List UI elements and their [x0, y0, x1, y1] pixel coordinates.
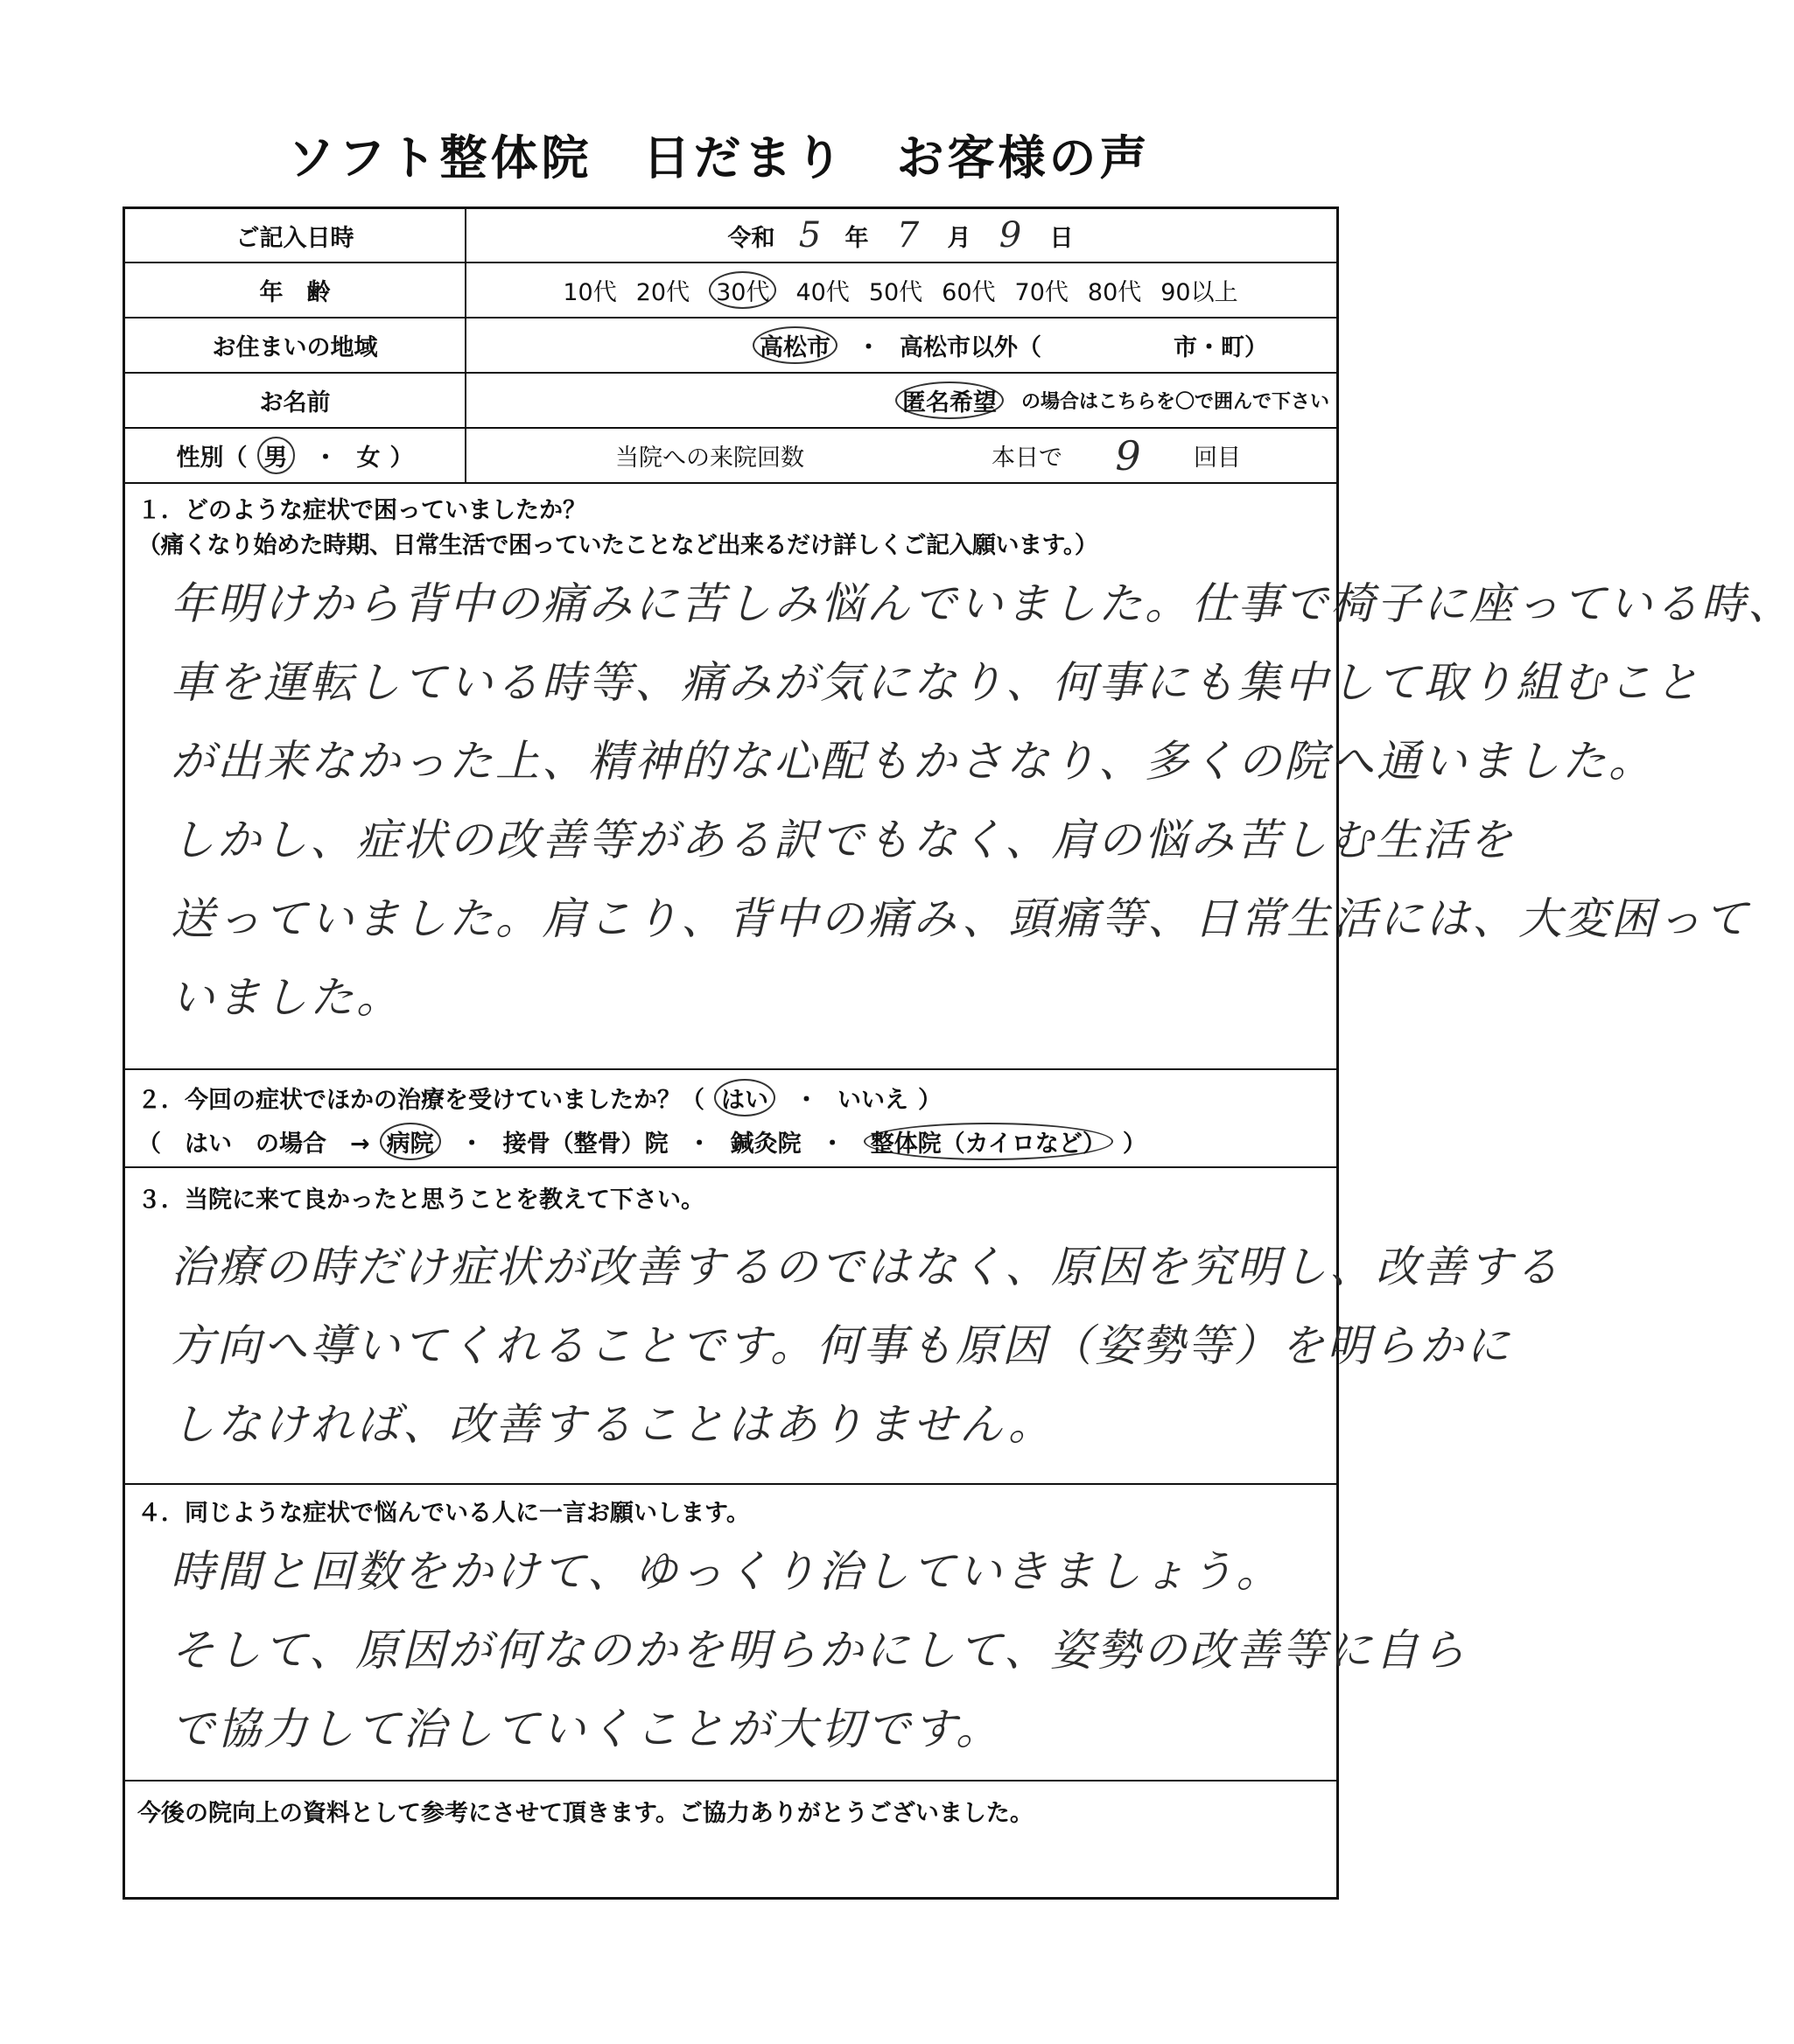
month-label: 月: [947, 224, 971, 252]
q4-answer-line: 時間と回数をかけて、ゆっくり治していきましょう。: [171, 1546, 1283, 1597]
visits-field: [992, 429, 1336, 482]
date-value[interactable]: [465, 209, 1336, 262]
age-option-5[interactable]: 60代: [942, 279, 996, 306]
q4-answer-line: そして、原因が何なのかを明らかにして、姿勢の改善等に自ら: [171, 1625, 1468, 1676]
area-separator: ・: [857, 334, 880, 361]
age-option-8[interactable]: 90以上: [1160, 279, 1238, 306]
anonymous-note: の場合はこちらを〇で囲んで下さい: [1020, 391, 1329, 413]
q3-answer-line: 方向へ導いてくれることです。何事も原因（姿勢等）を明らかに: [171, 1320, 1512, 1371]
day-label: 日: [1049, 224, 1074, 252]
date-row: [125, 209, 1336, 263]
area-label: お住まいの地域: [212, 334, 378, 361]
q1-answer-line: しかし、症状の改善等がある訳でもなく、肩の悩み苦しむ生活を: [171, 815, 1515, 865]
q3-title: ３．当院に来て良かったと思うことを教えて下さい。: [137, 1186, 704, 1214]
q2-no[interactable]: いいえ: [837, 1087, 908, 1114]
footer-row: [125, 1782, 1336, 1900]
area-option-outside[interactable]: 高松市以外（: [900, 334, 1041, 361]
q2-option-2[interactable]: 鍼灸院: [730, 1130, 802, 1158]
q2-option-0[interactable]: 病院: [380, 1123, 441, 1160]
survey-form: [123, 206, 1794, 1900]
q4-title: ４．同じような症状で悩んでいる人に一言お願いします。: [137, 1500, 750, 1527]
gender-row: [125, 429, 1336, 484]
question-4: [125, 1485, 1468, 1782]
q2-title: ２．今回の症状でほかの治療を受けていましたか？（: [137, 1087, 704, 1114]
q2-option-1[interactable]: 接骨（整骨）院: [502, 1130, 669, 1158]
question-2: [125, 1070, 1336, 1168]
age-label: 年 齢: [259, 279, 331, 306]
q2-option-separator: ・: [820, 1130, 844, 1158]
q4-answer-line: で協力して治していくことが大切です。: [171, 1704, 1002, 1754]
age-row: [125, 263, 1336, 318]
q2-dot: ・: [795, 1087, 818, 1114]
q3-answer-line: しなければ、改善することはありません。: [171, 1399, 1055, 1450]
q1-answer-line: 車を運転している時等、痛みが気になり、何事にも集中して取り組むこと: [171, 657, 1701, 708]
age-options: [465, 263, 1336, 317]
visits-unit: 回目: [1194, 444, 1241, 472]
area-options: [465, 318, 1336, 372]
q1-answer-line: が出来なかった上、精神的な心配もかさなり、多くの院へ通いました。: [171, 736, 1655, 787]
month-value: 7: [896, 215, 920, 256]
q2-line2-prefix: （ はい の場合 →: [137, 1130, 370, 1158]
anonymous-option[interactable]: 匿名希望: [895, 382, 1004, 419]
question-3: [125, 1168, 1561, 1485]
gender-male[interactable]: 男: [257, 437, 295, 474]
gender-female[interactable]: 女: [356, 444, 381, 472]
date-label: ご記入日時: [235, 224, 354, 252]
page-title: ソフト整体院 日だまり お客様の声: [287, 130, 1151, 186]
q2-yes[interactable]: はい: [714, 1079, 775, 1116]
visits-value: 9: [1115, 431, 1141, 480]
gender-close: ）: [389, 444, 414, 472]
age-option-0[interactable]: 10代: [563, 279, 617, 306]
age-option-2[interactable]: 30代: [709, 271, 776, 309]
name-label: お名前: [259, 389, 331, 416]
q2-close: ）: [918, 1087, 942, 1114]
q2-line2-suffix: ）: [1122, 1130, 1146, 1158]
area-suffix: 市・町）: [1174, 334, 1268, 361]
q2-line2: [137, 1123, 1146, 1160]
age-option-1[interactable]: 20代: [635, 279, 690, 306]
today-label: 本日で: [992, 444, 1062, 472]
gender-label: 性別（: [176, 444, 248, 472]
question-1: [125, 484, 1794, 1070]
q1-answer[interactable]: [171, 564, 1794, 1037]
q1-answer-line: いました。: [171, 972, 403, 1023]
q4-answer[interactable]: [171, 1532, 1468, 1768]
visits-label: 当院への来院回数: [615, 444, 804, 472]
q1-subtitle: （痛くなり始めた時期、日常生活で困っていたことなど出来るだけ詳しくご記入願います。）: [137, 532, 1098, 559]
q1-answer-line: 年明けから背中の痛みに苦しみ悩んでいました。仕事で椅子に座っている時、: [171, 578, 1794, 629]
q2-line1: [137, 1079, 942, 1116]
q3-answer[interactable]: [171, 1228, 1561, 1464]
q2-options: [370, 1130, 1123, 1158]
q2-option-separator: ・: [687, 1130, 711, 1158]
year-value: 5: [798, 215, 822, 256]
era-label: 令和: [727, 224, 775, 252]
footer-text: 今後の院向上の資料として参考にさせて頂きます。ご協力ありがとうございました。: [137, 1800, 1034, 1827]
age-option-6[interactable]: 70代: [1014, 279, 1069, 306]
age-option-7[interactable]: 80代: [1087, 279, 1142, 306]
name-row: [125, 374, 1336, 429]
day-value: 9: [999, 215, 1022, 256]
age-option-4[interactable]: 50代: [868, 279, 923, 306]
area-row: [125, 318, 1336, 374]
q1-title: １．どのような症状で困っていましたか？: [137, 497, 586, 524]
q2-option-3[interactable]: 整体院（カイロなど）: [864, 1123, 1113, 1160]
q2-option-separator: ・: [459, 1130, 484, 1158]
q1-answer-line: 送っていました。肩こり、背中の痛み、頭痛等、日常生活には、大変困って: [171, 893, 1750, 944]
q3-answer-line: 治療の時だけ症状が改善するのではなく、原因を究明し、改善する: [171, 1242, 1561, 1292]
age-option-3[interactable]: 40代: [795, 279, 850, 306]
area-option-takamatsu[interactable]: 高松市: [753, 326, 837, 364]
year-label: 年: [844, 224, 869, 252]
gender-field: [125, 429, 465, 482]
gender-dot: ・: [313, 444, 338, 472]
name-field[interactable]: [465, 374, 1336, 427]
